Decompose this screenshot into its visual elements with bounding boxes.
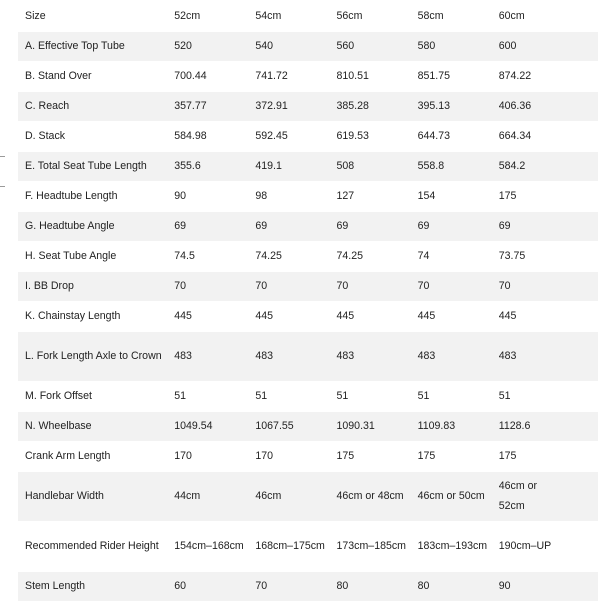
table-cell: 520 (167, 31, 248, 61)
table-cell: 1128.6 (492, 411, 598, 441)
table-cell: 69 (248, 211, 329, 241)
table-cell: 74.25 (248, 241, 329, 271)
table-cell: 69 (411, 211, 492, 241)
table-row (18, 571, 598, 601)
table-row (18, 411, 598, 441)
table-cell: 540 (248, 31, 329, 61)
table-cell: 664.34 (492, 121, 598, 151)
table-row (18, 121, 598, 151)
table-cell: 170 (248, 441, 329, 471)
table-cell: 483 (411, 331, 492, 381)
row-label: Crank Arm Length (18, 441, 167, 471)
table-row (18, 441, 598, 471)
table-cell: 168cm–175cm (248, 521, 329, 571)
table-cell: 70 (248, 271, 329, 301)
table-cell: 183cm–193cm (411, 521, 492, 571)
table-cell: 445 (492, 301, 598, 331)
table-cell: 644.73 (411, 121, 492, 151)
table-cell: 395.13 (411, 91, 492, 121)
table-cell: 90 (167, 181, 248, 211)
left-edge-mark-top (0, 156, 5, 157)
row-label: F. Headtube Length (18, 181, 167, 211)
table-cell: 175 (411, 441, 492, 471)
table-cell: 70 (167, 271, 248, 301)
left-edge-mark-bottom (0, 186, 5, 187)
table-cell: 175 (330, 441, 411, 471)
row-label: Stem Length (18, 571, 167, 601)
table-cell: 357.77 (167, 91, 248, 121)
table-cell: 154cm–168cm (167, 521, 248, 571)
table-cell: 51 (248, 381, 329, 411)
table-cell: 74 (411, 241, 492, 271)
row-label: G. Headtube Angle (18, 211, 167, 241)
table-cell: 741.72 (248, 61, 329, 91)
table-cell: 175 (492, 441, 598, 471)
table-cell: 1067.55 (248, 411, 329, 441)
table-cell: 385.28 (330, 91, 411, 121)
table-cell: 90 (492, 571, 598, 601)
table-row (18, 381, 598, 411)
table-cell: 170 (167, 441, 248, 471)
table-cell: 127 (330, 181, 411, 211)
table-cell: 51 (330, 381, 411, 411)
table-cell: 154 (411, 181, 492, 211)
row-label: C. Reach (18, 91, 167, 121)
table-cell: 98 (248, 181, 329, 211)
table-cell: 70 (492, 271, 598, 301)
table-cell: 584.2 (492, 151, 598, 181)
table-cell: 73.75 (492, 241, 598, 271)
header-row (18, 2, 598, 31)
table-cell: 851.75 (411, 61, 492, 91)
table-cell: 70 (411, 271, 492, 301)
table-cell: 70 (248, 571, 329, 601)
table-cell: 592.45 (248, 121, 329, 151)
table-cell: 80 (411, 571, 492, 601)
table-row (18, 31, 598, 61)
row-label: D. Stack (18, 121, 167, 151)
table-cell: 173cm–185cm (330, 521, 411, 571)
table-cell: 1090.31 (330, 411, 411, 441)
table-cell: 60 (167, 571, 248, 601)
geometry-table (18, 2, 598, 602)
table-cell: 70 (330, 271, 411, 301)
table-cell: 584.98 (167, 121, 248, 151)
header-cell-size: Size (18, 2, 167, 31)
table-cell: 1049.54 (167, 411, 248, 441)
row-label: E. Total Seat Tube Length (18, 151, 167, 181)
row-label: B. Stand Over (18, 61, 167, 91)
table-cell: 1109.83 (411, 411, 492, 441)
table-cell: 580 (411, 31, 492, 61)
row-label: N. Wheelbase (18, 411, 167, 441)
table-cell: 445 (330, 301, 411, 331)
row-label: K. Chainstay Length (18, 301, 167, 331)
table-cell: 69 (167, 211, 248, 241)
header-cell-58cm: 58cm (411, 2, 492, 31)
table-cell: 700.44 (167, 61, 248, 91)
table-cell: 46cm or 48cm (330, 471, 411, 521)
table-cell: 46cm (248, 471, 329, 521)
header-cell-52cm: 52cm (167, 2, 248, 31)
row-label: Recommended Rider Height (18, 521, 167, 571)
table-cell: 445 (411, 301, 492, 331)
header-cell-54cm: 54cm (248, 2, 329, 31)
table-cell: 355.6 (167, 151, 248, 181)
table-cell: 483 (330, 331, 411, 381)
table-row (18, 181, 598, 211)
table-cell: 406.36 (492, 91, 598, 121)
table-row (18, 151, 598, 181)
table-row (18, 521, 598, 571)
table-cell: 560 (330, 31, 411, 61)
table-cell: 46cm or 52cm (492, 471, 598, 521)
table-cell: 483 (248, 331, 329, 381)
table-cell: 445 (248, 301, 329, 331)
table-row (18, 471, 598, 521)
table-cell: 69 (330, 211, 411, 241)
table-cell: 80 (330, 571, 411, 601)
table-row (18, 61, 598, 91)
table-cell: 51 (492, 381, 598, 411)
table-row (18, 271, 598, 301)
table-cell: 74.5 (167, 241, 248, 271)
header-cell-60cm: 60cm (492, 2, 598, 31)
table-cell: 46cm or 50cm (411, 471, 492, 521)
table-cell: 445 (167, 301, 248, 331)
row-label: M. Fork Offset (18, 381, 167, 411)
table-row (18, 91, 598, 121)
table-cell: 619.53 (330, 121, 411, 151)
table-cell: 419.1 (248, 151, 329, 181)
table-cell: 69 (492, 211, 598, 241)
table-cell: 508 (330, 151, 411, 181)
table-row (18, 301, 598, 331)
row-label: Handlebar Width (18, 471, 167, 521)
table-cell: 600 (492, 31, 598, 61)
table-cell: 175 (492, 181, 598, 211)
table-cell: 44cm (167, 471, 248, 521)
table-cell: 74.25 (330, 241, 411, 271)
table-cell: 558.8 (411, 151, 492, 181)
row-label: H. Seat Tube Angle (18, 241, 167, 271)
table-cell: 190cm–UP (492, 521, 598, 571)
row-label: L. Fork Length Axle to Crown (18, 331, 167, 381)
table-cell: 372.91 (248, 91, 329, 121)
header-cell-56cm: 56cm (330, 2, 411, 31)
table-row (18, 331, 598, 381)
table-row (18, 211, 598, 241)
table-row (18, 241, 598, 271)
table-cell: 483 (167, 331, 248, 381)
table-cell: 874.22 (492, 61, 598, 91)
table-cell: 810.51 (330, 61, 411, 91)
table-cell: 51 (411, 381, 492, 411)
row-label: A. Effective Top Tube (18, 31, 167, 61)
table-cell: 51 (167, 381, 248, 411)
table-cell: 483 (492, 331, 598, 381)
row-label: I. BB Drop (18, 271, 167, 301)
